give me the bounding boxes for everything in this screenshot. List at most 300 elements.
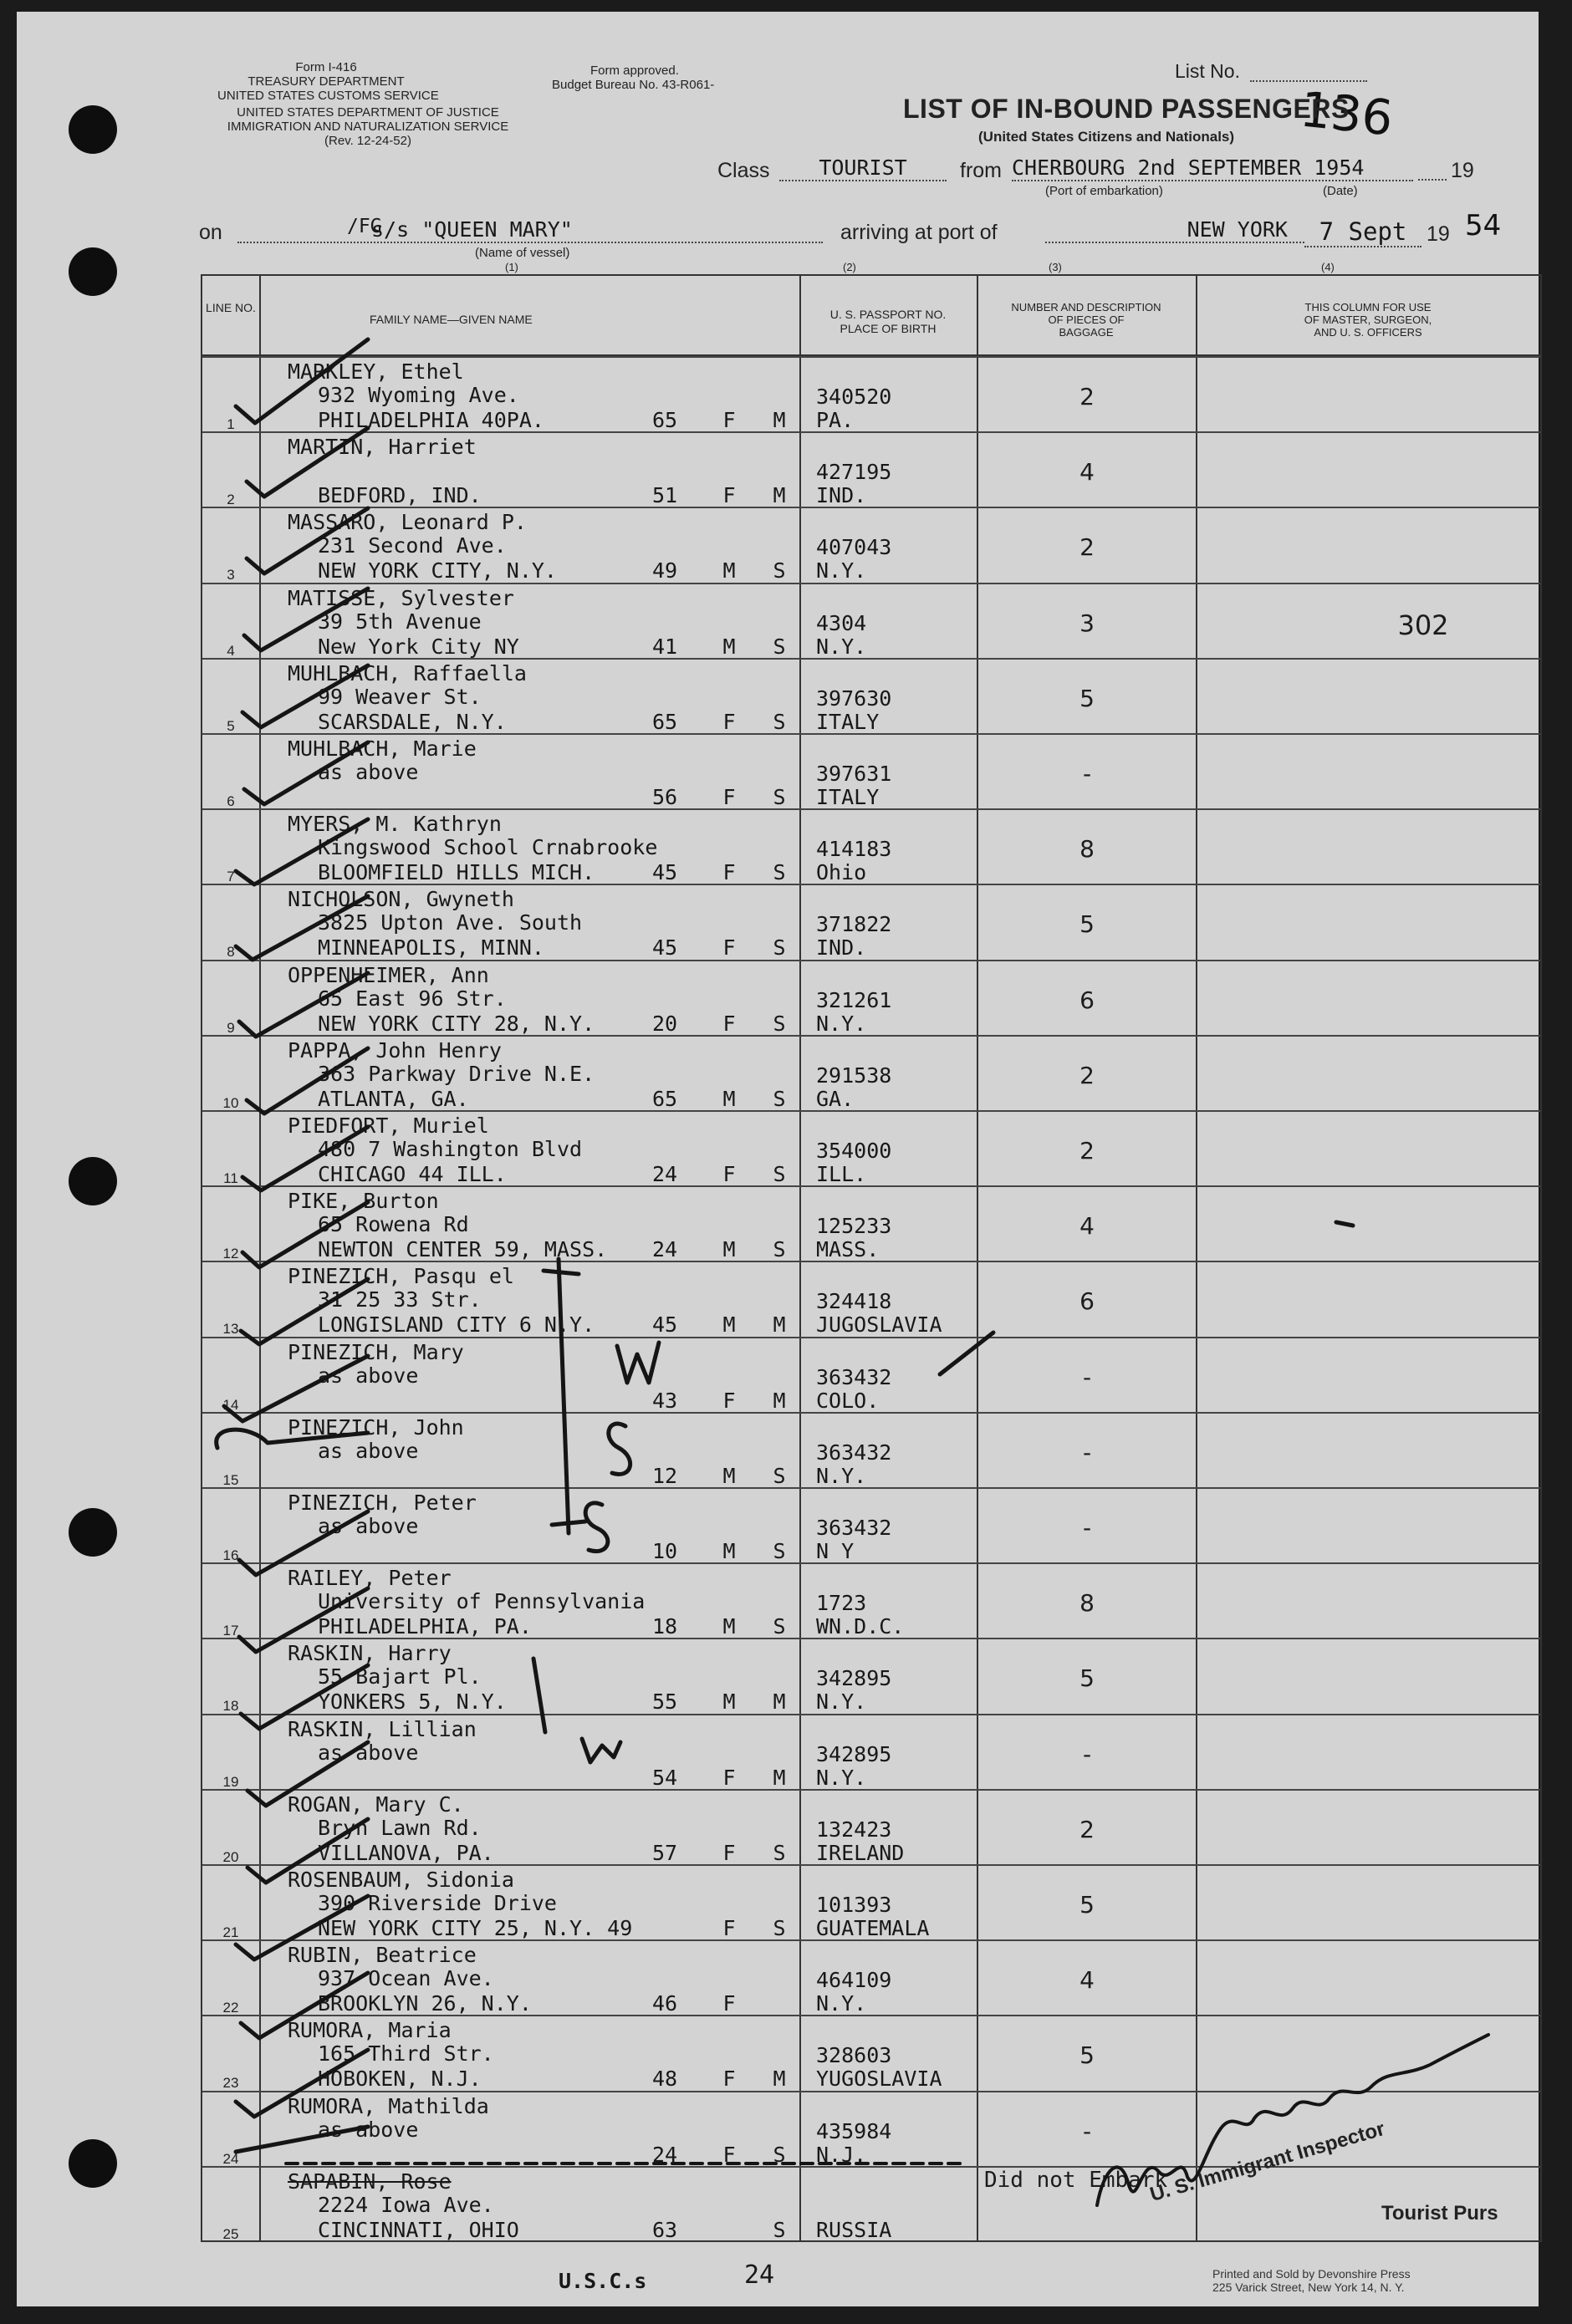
table-row [202,808,1540,887]
passport-number: 4304 [816,610,867,635]
address-line-2: NEW YORK CITY 28, N.Y. [318,1011,595,1036]
passenger-name: PIKE, Burton [288,1189,439,1214]
justice-dept: UNITED STATES DEPARTMENT OF JUSTICE [237,105,499,120]
column-header-baggage [977,301,1196,339]
sex: F [722,935,736,961]
line-number: 25 [222,2225,239,2242]
baggage-count: - [1082,760,1092,787]
address-line-1: as above [318,1363,419,1388]
place-of-birth: N.Y. [816,1765,867,1790]
marital-status: S [773,935,786,961]
sex: F [722,1765,736,1790]
address-line-1: 3825 Upton Ave. South [318,910,583,935]
age: 54 [651,1765,678,1790]
passport-number: 397631 [816,762,892,786]
line-number: 23 [222,2075,239,2092]
passenger-name: MARTIN, Harriet [288,435,477,460]
class-value: TOURIST [779,155,947,181]
immigrant-inspector: U. S. Immigrant Inspector [1147,2117,1388,2207]
address-line-2: MINNEAPOLIS, MINN. [318,935,544,961]
table-row [202,1864,1540,1943]
justice-dept-block [192,105,544,148]
place-of-birth: WN.D.C. [816,1614,905,1639]
table-row [202,1638,1540,1716]
punch-hole [69,105,117,154]
age: 41 [651,634,678,659]
marital-status: M [773,1765,786,1790]
passport-number: 363432 [816,1516,892,1540]
table-row [202,356,1540,435]
line-number: 24 [222,2150,239,2167]
arrival-year-prefix: 19 [1427,222,1450,246]
passenger-name: PINEZICH, Mary [288,1339,464,1364]
place-of-birth: N.Y. [816,558,867,584]
age: 46 [651,1991,678,2016]
address-line-1: University of Pennsylvania [318,1589,646,1614]
baggage-count: 5 [1079,684,1095,712]
address-line-1: as above [318,2117,419,2142]
place-of-birth: YUGOSLAVIA [816,2067,942,2092]
passport-number: 435984 [816,2118,892,2143]
place-of-birth: IRELAND [816,1840,905,1865]
uscs-count: 24 [744,2260,775,2290]
age: 24 [651,2142,678,2167]
arriving-label: arriving at port of [840,221,998,244]
address-line-2: CHICAGO 44 ILL. [318,1162,507,1186]
baggage-count: 8 [1079,835,1095,864]
place-of-birth: IND. [816,935,867,961]
line-number: 10 [222,1094,239,1111]
baggage-count: 5 [1079,910,1095,939]
address-line-1: as above [318,760,419,784]
marital-status: S [773,2142,786,2167]
officers-column-number: (4) [1321,261,1335,273]
baggage-count: - [1082,1363,1092,1391]
address-line-2: NEWTON CENTER 59, MASS. [318,1237,608,1262]
place-of-birth: ITALY [816,709,880,734]
punch-hole [69,1508,117,1557]
line-number: 12 [222,1246,239,1262]
vessel-name: s/s "QUEEN MARY" [237,217,823,243]
table-row [202,1562,1540,1641]
marital-status: M [773,1388,786,1413]
address-line-2: PHILADELPHIA 40PA. [318,408,544,432]
address-line-2: YONKERS 5, N.Y. [318,1689,507,1715]
year-prefix: 19 [1451,159,1474,182]
baggage-count: 6 [1079,1287,1095,1316]
address-line-1: 2224 Iowa Ave. [318,2192,494,2217]
passport-number: 363432 [816,1364,892,1389]
passenger-name: SAPABIN, Rose [288,2169,452,2194]
passport-number: 101393 [816,1893,892,1917]
baggage-count: - [1082,1438,1092,1466]
line-number: 13 [222,1321,239,1338]
form-approved: Form approved. [590,64,679,78]
clerk-initials: /FG [347,216,382,237]
arrival-year-handwritten: 54 [1465,209,1502,242]
line-number: 9 [227,1019,235,1036]
sex: F [722,709,736,734]
address-line-1: 231 Second Ave. [318,533,507,558]
passenger-name: PAPPA, John Henry [288,1037,502,1063]
age: 10 [651,1539,678,1563]
sex: F [722,860,736,885]
place-of-birth: PA. [816,408,855,432]
age: 45 [651,860,678,885]
passport-number: 291538 [816,1063,892,1088]
baggage-count: 2 [1079,383,1095,410]
marital-status: S [773,2217,786,2242]
baggage-count: 4 [1079,1966,1095,1995]
address-line-1: 65 Rowena Rd [318,1212,469,1237]
printer-line1: Printed and Sold by Devonshire Press [1212,2267,1411,2281]
passport-header-line2: PLACE OF BIRTH [840,322,937,335]
place-of-birth: JUGOSLAVIA [816,1312,942,1338]
line-number: 5 [227,717,235,734]
line-number: 22 [222,2000,239,2016]
line-number: 21 [222,1924,239,1940]
age: 55 [651,1689,678,1715]
passenger-name: RUMORA, Mathilda [288,2093,489,2118]
line-number: 17 [222,1623,239,1639]
address-line-2: BEDFORD, IND. [318,483,482,508]
form-number: Form I-416 [295,60,357,74]
baggage-count: 6 [1079,986,1095,1014]
place-of-birth: ILL. [816,1162,867,1186]
uscs-label: U.S.C.s [559,2269,647,2293]
baggage-count: - [1082,2117,1092,2145]
sex: F [722,1991,736,2016]
marital-status: M [773,408,786,432]
passport-number: 324418 [816,1289,892,1314]
passenger-name: ROGAN, Mary C. [288,1791,464,1817]
address-line-1: as above [318,1740,419,1765]
officers-header-line3: AND U. S. OFFICERS [1314,326,1422,339]
place-of-birth: ITALY [816,785,880,809]
place-of-birth: MASS. [816,1237,880,1262]
address-line-2: HOBOKEN, N.J. [318,2067,482,2092]
place-of-birth: N.Y. [816,1991,867,2016]
sex: F [722,1840,736,1865]
passenger-list-document [17,12,1539,2306]
embarkation-value: CHERBOURG 2nd SEPTEMBER 1954 [1012,155,1413,181]
line-number: 1 [227,416,235,432]
sex: F [722,1162,736,1186]
table-row [202,1487,1540,1566]
age: 56 [651,785,678,809]
address-line-1: 363 Parkway Drive N.E. [318,1061,595,1086]
table-row [202,507,1540,585]
passenger-name: RAILEY, Peter [288,1566,452,1591]
baggage-count: 2 [1079,533,1095,562]
line-number: 16 [222,1547,239,1563]
passenger-name: PIEDFORT, Muriel [288,1114,489,1138]
address-line-1: 31 25 33 Str. [318,1287,482,1312]
vessel-column-number: (1) [505,261,518,273]
on-label: on [199,221,222,244]
sex: M [722,1312,736,1338]
marital-status: M [773,1689,786,1715]
marital-status: S [773,558,786,584]
marital-status: S [773,1237,786,1262]
column-header-line-no: LINE NO. [206,301,256,314]
list-no-line [1250,62,1367,82]
age: 45 [651,1312,678,1338]
passenger-name: MASSARO, Leonard P. [288,510,527,535]
passport-number: 397630 [816,685,892,711]
sex: F [722,1916,736,1940]
age: 65 [651,709,678,734]
arrival-port: NEW YORK [1045,217,1304,243]
address-line-2: New York City NY [318,634,519,659]
address-line-2: CINCINNATI, OHIO [318,2217,519,2242]
passenger-name: OPPENHEIMER, Ann [288,962,489,987]
age: 24 [651,1162,678,1186]
marital-status: S [773,1011,786,1036]
marital-status: S [773,1916,786,1940]
address-line-2: LONGISLAND CITY 6 N.Y. [318,1312,595,1338]
address-line-1: 480 7 Washington Blvd [318,1137,583,1161]
table-row [202,1714,1540,1792]
place-of-birth: RUSSIA [816,2217,892,2242]
date-caption: (Date) [1323,184,1358,198]
line-number: 11 [223,1170,238,1186]
passenger-name: PINEZICH, John [288,1414,464,1440]
budget-bureau: Budget Bureau No. 43-R061- [552,78,715,92]
passenger-name: RASKIN, Lillian [288,1716,477,1741]
address-line-2: VILLANOVA, PA. [318,1840,494,1865]
place-of-birth: N Y [816,1539,855,1563]
marital-status: S [773,1614,786,1639]
table-row [202,1789,1540,1868]
passport-number: 1723 [816,1591,867,1616]
baggage-count: - [1082,1514,1092,1542]
baggage-count: - [1082,1740,1092,1768]
passport-number: 363432 [816,1440,892,1465]
table-row [202,1412,1540,1491]
customs-service: UNITED STATES CUSTOMS SERVICE [217,89,439,103]
form-number-block [217,60,439,103]
age: 12 [651,1463,678,1488]
passenger-name: RASKIN, Harry [288,1641,452,1666]
place-of-birth: N.J. [816,2142,867,2167]
address-line-1: 55 Bajart Pl. [318,1664,482,1689]
tourist-purser: Tourist Purs [1381,2202,1498,2225]
table-row [202,733,1540,812]
baggage-count: Did not Embark [984,2167,1168,2193]
place-of-birth: Ohio [816,860,867,885]
sex: F [722,1011,736,1036]
address-line-1: 937 Ocean Ave. [318,1966,494,1991]
line-number: 20 [222,1848,239,1865]
table-row [202,583,1540,661]
address-line-1: 39 5th Avenue [318,609,482,634]
age: 48 [651,2067,678,2092]
marital-status: S [773,1086,786,1111]
address-line-1: as above [318,1438,419,1463]
table-row [202,2166,1540,2245]
passport-number: 321261 [816,987,892,1012]
sex: M [722,1463,736,1488]
line-number: 4 [227,642,235,659]
sex: F [722,2067,736,2092]
marital-status: S [773,634,786,659]
sex: M [722,1539,736,1563]
revision: (Rev. 12-24-52) [324,134,411,148]
passenger-name: MATISSE, Sylvester [288,585,514,610]
age: 51 [651,483,678,508]
address-line-2: NEW YORK CITY 25, N.Y. 49 [318,1916,633,1940]
passport-number: 125233 [816,1214,892,1239]
place-of-birth: N.Y. [816,1011,867,1036]
officers-header-line1: THIS COLUMN FOR USE [1304,301,1432,313]
baggage-column-number: (3) [1049,261,1062,273]
place-of-birth: IND. [816,483,867,508]
arrival-date: 7 Sept [1304,217,1421,247]
baggage-count: 5 [1079,1891,1095,1919]
table-row [202,960,1540,1038]
baggage-count: 5 [1079,1664,1095,1693]
address-line-2: BLOOMFIELD HILLS MICH. [318,860,595,885]
passport-number: 427195 [816,460,892,485]
passenger-name: MYERS, M. Kathryn [288,812,502,837]
passenger-name: MUHLBACH, Marie [288,736,477,761]
document-subtitle: (United States Citizens and Nationals) [978,129,1235,145]
address-line-2: SCARSDALE, N.Y. [318,709,507,734]
sex: M [722,1689,736,1715]
table-row [202,884,1540,962]
table-row [202,1261,1540,1339]
address-line-1: 65 East 96 Str. [318,986,507,1011]
baggage-count: 4 [1079,1212,1095,1241]
passport-number: 354000 [816,1139,892,1163]
line-number: 19 [222,1773,239,1790]
address-line-1: as above [318,1514,419,1538]
column-header-officers [1196,301,1540,339]
baggage-count: 2 [1079,1061,1095,1089]
line-number: 2 [227,492,235,508]
marital-status: M [773,1312,786,1338]
line-number: 3 [227,567,235,584]
passport-number: 342895 [816,1666,892,1691]
year-line [1418,159,1447,181]
printer-line2: 225 Varick Street, New York 14, N. Y. [1212,2281,1405,2294]
table-row [202,658,1540,736]
table-row [202,1035,1540,1114]
table-row [202,1185,1540,1264]
age: 43 [651,1388,678,1413]
address-line-1: Kingswood School Crnabrooke [318,835,658,860]
class-label: Class [717,159,770,182]
passport-number: 407043 [816,535,892,560]
line-number: 15 [222,1471,239,1488]
line-number: 6 [227,793,235,809]
table-row [202,431,1540,510]
punch-hole [69,247,117,296]
marital-status: S [773,1463,786,1488]
place-of-birth: GA. [816,1086,855,1111]
list-no-label: List No. [1175,60,1240,82]
punch-hole [69,2139,117,2188]
sex: F [722,2142,736,2167]
passenger-name: NICHOLSON, Gwyneth [288,887,514,912]
passport-number: 464109 [816,1968,892,1993]
address-line-1: 165 Third Str. [318,2041,494,2067]
place-of-birth: GUATEMALA [816,1916,930,1940]
table-row [202,1110,1540,1189]
ins-service: IMMIGRATION AND NATURALIZATION SERVICE [227,120,509,134]
marital-status: M [773,483,786,508]
from-label: from [960,159,1002,182]
address-line-2: BROOKLYN 26, N.Y. [318,1991,532,2016]
table-row [202,2015,1540,2093]
age: 18 [651,1614,678,1639]
age: 57 [651,1840,678,1865]
passenger-name: MARKLEY, Ethel [288,359,464,384]
line-number: 14 [222,1396,239,1413]
passport-number: 328603 [816,2043,892,2068]
baggage-count: 8 [1079,1589,1095,1618]
line-number: 8 [227,944,235,961]
age: 65 [651,1086,678,1111]
baggage-count: 2 [1079,1815,1095,1843]
passenger-name: ROSENBAUM, Sidonia [288,1868,514,1892]
sex: M [722,1237,736,1262]
age: 63 [651,2217,678,2242]
passport-number: 132423 [816,1817,892,1842]
address-line-1: 390 Riverside Drive [318,1891,557,1915]
passenger-name: PINEZICH, Pasqu el [288,1264,514,1289]
list-number-handwritten: 136 [1297,80,1396,147]
treasury-dept: TREASURY DEPARTMENT [248,74,405,89]
approval-block [552,64,769,92]
officers-header-line2: OF MASTER, SURGEON, [1304,313,1432,326]
address-line-2: NEW YORK CITY, N.Y. [318,558,557,584]
passenger-name: PINEZICH, Peter [288,1491,477,1515]
punch-hole [69,1157,117,1205]
marital-status: S [773,1840,786,1865]
document-title: LIST OF IN-BOUND PASSENGERS [903,94,1350,124]
marital-status: M [773,2067,786,2092]
marital-status: S [773,709,786,734]
marital-status: S [773,1539,786,1563]
address-line-2: ATLANTA, GA. [318,1086,469,1111]
marital-status: S [773,860,786,885]
address-line-1: 99 Weaver St. [318,684,482,709]
port-of-embarkation-caption: (Port of embarkation) [1045,184,1163,198]
marital-status: S [773,1162,786,1186]
sex: M [722,558,736,584]
passport-number: 342895 [816,1741,892,1766]
baggage-count: 5 [1079,2041,1095,2070]
place-of-birth: N.Y. [816,1463,867,1488]
sex: F [722,483,736,508]
passenger-name: MUHLBACH, Raffaella [288,660,527,685]
passport-number: 414183 [816,837,892,862]
address-line-2: PHILADELPHIA, PA. [318,1614,532,1639]
vessel-caption: (Name of vessel) [475,246,570,260]
line-number: 18 [222,1698,239,1715]
passport-column-number: (2) [843,261,856,273]
baggage-header-line3: BAGGAGE [1059,326,1114,339]
sex: M [722,634,736,659]
passport-number: 371822 [816,912,892,937]
sex: M [722,1614,736,1639]
passport-number: 340520 [816,385,892,409]
baggage-header-line2: OF PIECES OF [1048,313,1125,326]
marital-status: S [773,785,786,809]
sex: F [722,1388,736,1413]
